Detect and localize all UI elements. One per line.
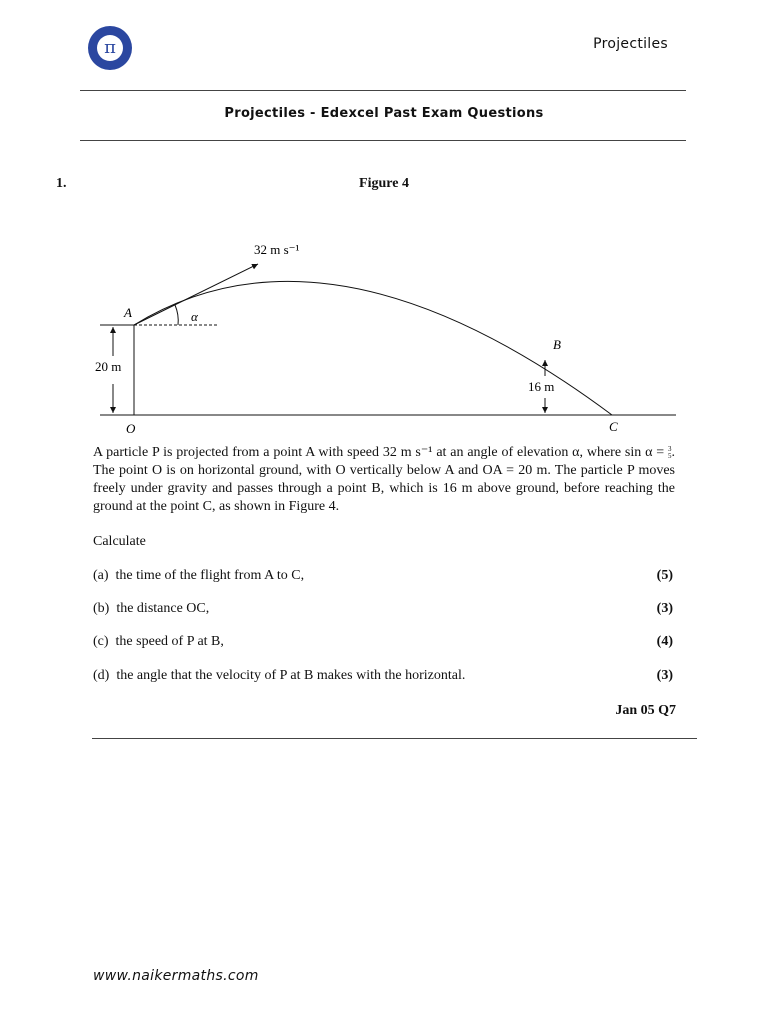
figure-title: Figure 4 <box>359 176 409 191</box>
question-part-a <box>93 568 673 584</box>
part-text: the speed of P at B, <box>115 634 224 649</box>
point-a-label: A <box>124 305 132 320</box>
part-text: the angle that the velocity of P at B makes with the horizontal. <box>116 668 466 683</box>
part-label: (d) <box>93 668 110 683</box>
alpha-label: α <box>191 309 198 324</box>
question-number: 1. <box>56 176 67 191</box>
projectile-figure <box>0 0 768 440</box>
part-marks: (3) <box>656 668 673 683</box>
exam-reference: Jan 05 Q7 <box>615 703 676 718</box>
part-label: (a) <box>93 568 109 583</box>
part-marks: (3) <box>656 601 673 616</box>
footer-website[interactable]: www.naikermaths.com <box>93 968 259 984</box>
part-label: (c) <box>93 634 109 649</box>
fraction-denominator: 5 <box>668 451 672 460</box>
header-section-title: Projectiles <box>593 36 668 52</box>
part-label: (b) <box>93 601 110 616</box>
angle-arc <box>175 305 178 325</box>
point-b-label: B <box>553 337 561 352</box>
document-title: Projectiles - Edexcel Past Exam Questions <box>224 106 544 121</box>
height-b-label: 16 m <box>528 379 555 394</box>
fraction-numerator: 3 <box>668 444 672 453</box>
instruction-text: Calculate <box>93 534 146 549</box>
question-text-part-1: A particle P is projected from a point A with speed 32 m s⁻¹ at an angle of elevation α, where sin α = <box>93 445 665 460</box>
point-c-label: C <box>609 419 618 434</box>
speed-label: 32 m s⁻¹ <box>254 242 300 257</box>
question-text-part-2: . The point O is on horizontal ground, with O vertically below A and OA = 20 m. The particle P moves freely under gravity and passes through a point B, which is 16 m above ground, before reaching the ground at the point C, as shown in Figure 4. <box>93 445 676 514</box>
part-marks: (5) <box>656 568 673 583</box>
question-end-rule <box>92 738 697 739</box>
part-text: the distance OC, <box>116 601 210 616</box>
point-o-label: O <box>126 421 136 436</box>
pi-icon: π <box>97 35 123 61</box>
question-paragraph <box>93 444 675 516</box>
part-text: the time of the flight from A to C, <box>115 568 305 583</box>
height-a-label: 20 m <box>95 359 122 374</box>
question-part-c <box>93 634 673 650</box>
question-part-d <box>93 668 673 684</box>
part-marks: (4) <box>656 634 673 649</box>
question-part-b <box>93 601 673 617</box>
trajectory-curve <box>134 281 612 415</box>
